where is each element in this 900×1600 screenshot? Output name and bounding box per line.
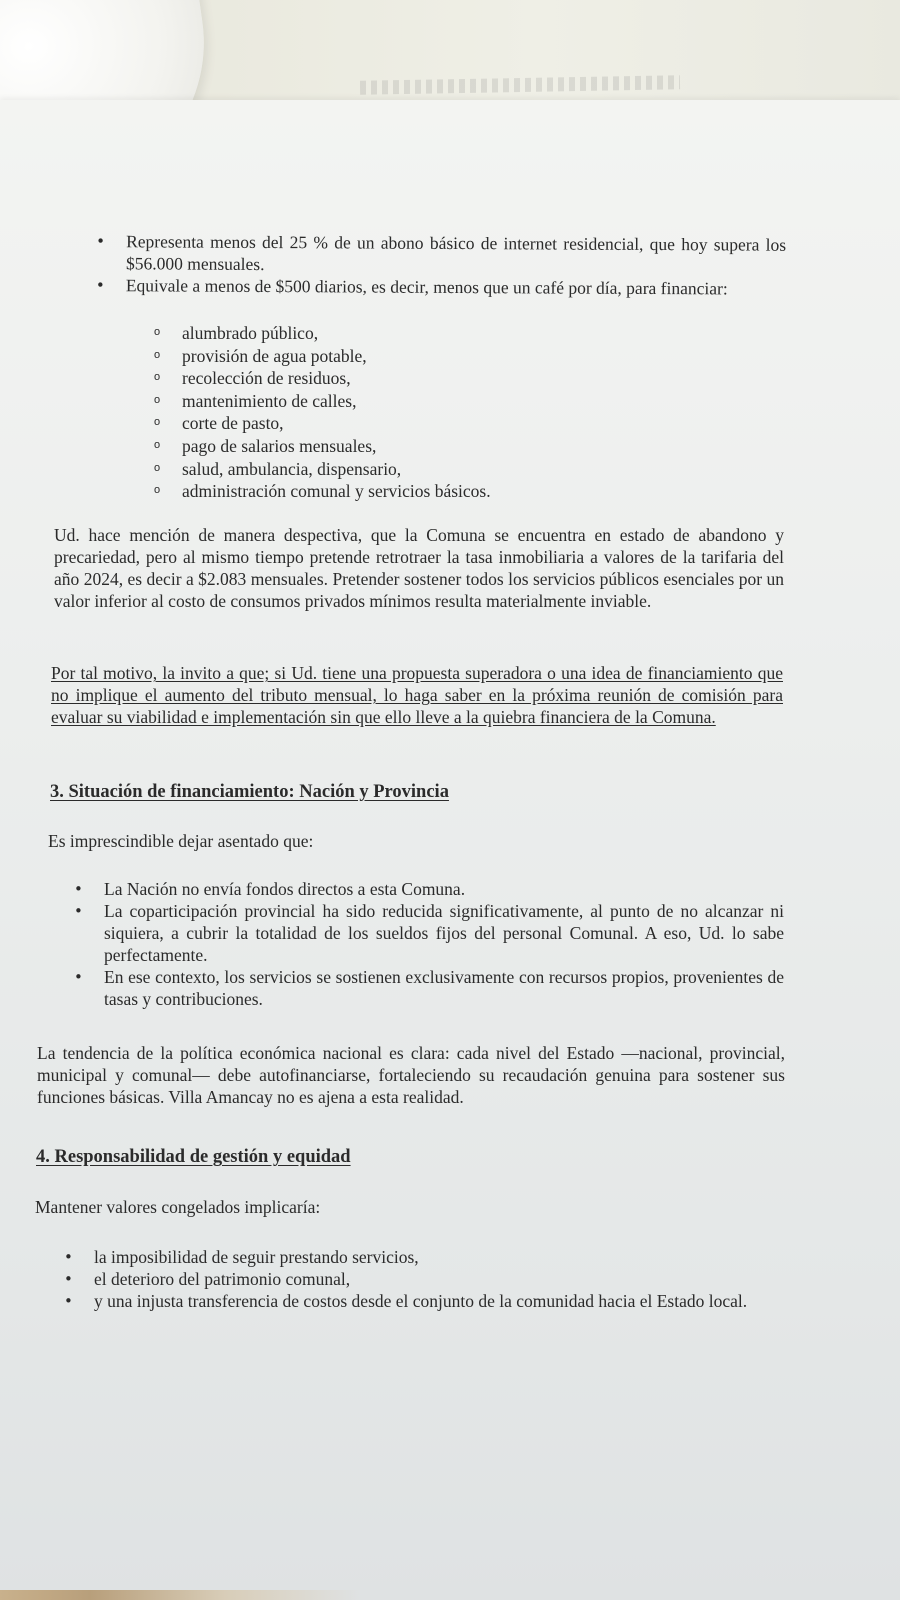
bullet-item: • La Nación no envía fondos directos a esta Comuna.: [104, 878, 784, 900]
section-3-heading: 3. Situación de financiamiento: Nación y Provincia: [50, 782, 449, 802]
sub-list-item: o provisión de agua potable,: [182, 345, 682, 368]
table-edge: [0, 1590, 900, 1600]
sub-list-item: o salud, ambulancia, dispensario,: [182, 458, 682, 481]
section-4-bullets: [94, 1246, 789, 1312]
bullet-list-costs: [126, 230, 786, 299]
sub-list-item: o recolección de residuos,: [182, 367, 682, 390]
bullet-item: • Representa menos del 25 % de un abono básico de internet residencial, que hoy supera los $56.000 mensuales.: [126, 230, 786, 277]
paragraph-invitacion: Por tal motivo, la invito a que; si Ud. tiene una propuesta superadora o una idea de financiamiento que no implique el aumento del tributo mensual, lo haga saber en la próxima reunión de comisión para evaluar su viabilidad e implementación sin que ello lleve a la quiebra financiera de la Comuna.: [51, 663, 783, 727]
faint-bleedthrough-text: [360, 75, 680, 95]
bullet-item: • Equivale a menos de $500 diarios, es decir, menos que un café por día, para financiar:: [126, 274, 786, 299]
section-4-intro: Mantener valores congelados implicaría:: [35, 1197, 321, 1217]
bullet-item: • y una injusta transferencia de costos desde el conjunto de la comunidad hacia el Estado local.: [94, 1290, 789, 1312]
sub-list-item: o corte de pasto,: [182, 412, 682, 435]
bullet-item: • el deterioro del patrimonio comunal,: [94, 1268, 789, 1290]
bullet-item: • La coparticipación provincial ha sido reducida significativamente, al punto de no alcanzar ni siquiera, a cubrir la totalidad de los sueldos fijos del personal Comunal. A eso, Ud. lo sabe perfectamente.: [104, 900, 784, 966]
section-4-heading: 4. Responsabilidad de gestión y equidad: [36, 1147, 351, 1167]
sub-list-item: o pago de salarios mensuales,: [182, 435, 682, 458]
bullet-item: • En ese contexto, los servicios se sostienen exclusivamente con recursos propios, provenientes de tasas y contribuciones.: [104, 966, 784, 1010]
sub-list-item: o mantenimiento de calles,: [182, 390, 682, 413]
bullet-item: • la imposibilidad de seguir prestando servicios,: [94, 1246, 789, 1268]
section-3-closing: La tendencia de la política económica nacional es clara: cada nivel del Estado —nacional, provincial, municipal y comunal— debe autofinanciarse, fortaleciendo su recaudación genuina para sostener sus funciones básicas. Villa Amancay no es ajena a esta realidad.: [37, 1043, 785, 1107]
section-3-intro: Es imprescindible dejar asentado que:: [48, 831, 314, 851]
document-page: [0, 100, 900, 1600]
sub-list-item: o administración comunal y servicios básicos.: [182, 480, 682, 503]
paragraph-abandono: Ud. hace mención de manera despectiva, que la Comuna se encuentra en estado de abandono y precariedad, pero al mismo tiempo pretende retrotraer la tasa inmobiliaria a valores de la tarifaria del año 2024, es decir a $2.083 mensuales. Pretender sostener todos los servicios públicos esenciales por un valor inferior al costo de consumos privados mínimos resulta materialmente inviable.: [54, 525, 784, 611]
section-3-bullets: [104, 878, 784, 1010]
sub-list-services: [182, 322, 682, 503]
sub-list-item: o alumbrado público,: [182, 322, 682, 345]
